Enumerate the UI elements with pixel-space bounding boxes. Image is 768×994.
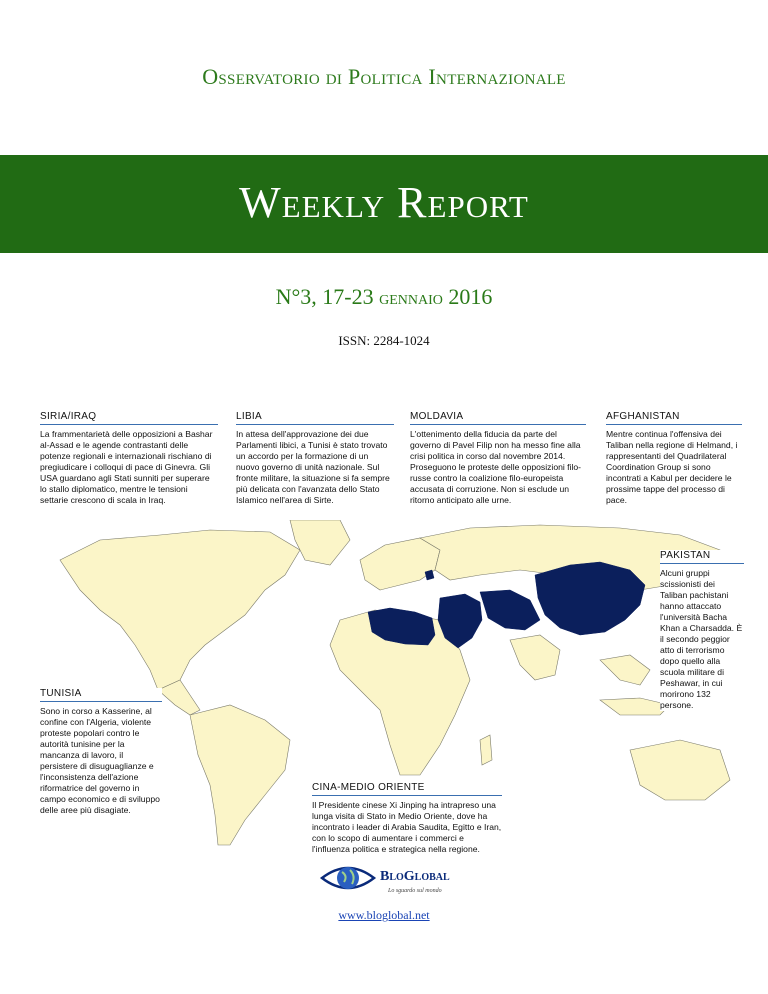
box-cina-medio-oriente-text: Il Presidente cinese Xi Jinping ha intrapreso una lunga visita di Stato in Medio Oriente, dove ha incontrato i leader di Arabia Saudita, Egitto e Iran, con lo scopo di aumentare i commerci e l'influenza politica e strategica nella regione. xyxy=(312,800,502,854)
svg-text:BloGlobal: BloGlobal xyxy=(380,869,450,884)
box-tunisia-text: Sono in corso a Kasserine, al confine con l'Algeria, violente proteste popolari contro le autorità tunisine per la mancanza di lavoro, il persistere di disuguaglianze e l'inconsistenza dell'azione riformatrice del governo in campo economico e di sviluppo delle aree più disagiate. xyxy=(40,706,160,815)
bloglobal-logo xyxy=(318,858,458,902)
box-moldavia-text: L'ottenimento della fiducia da parte del governo di Pavel Filip non ha messo fine alla crisi politica in corso dal novembre 2014. Proseguono le proteste delle opposizioni filo-russe contro la coalizione filo-europeista accusata di corruzione. Non si esclude un ritorno anticipato alle urne. xyxy=(410,429,582,505)
issue-year: 2016 xyxy=(442,284,493,309)
issn: ISSN: 2284-1024 xyxy=(338,333,430,348)
issue-line xyxy=(0,284,768,310)
box-libia-title: LIBIA xyxy=(236,411,394,425)
eye-globe-icon xyxy=(318,858,458,902)
box-moldavia xyxy=(410,411,586,506)
observatory-title: Osservatorio di Politica Internazionale xyxy=(202,64,566,89)
box-tunisia-title: TUNISIA xyxy=(40,688,162,702)
box-pakistan xyxy=(660,550,744,711)
report-title: Weekly Report xyxy=(239,178,529,227)
box-siria-iraq xyxy=(40,411,218,506)
issue-month: gennaio xyxy=(379,287,443,309)
box-cina-medio-oriente-title: CINA-MEDIO ORIENTE xyxy=(312,782,502,796)
svg-text:Lo sguardo sul mondo: Lo sguardo sul mondo xyxy=(388,888,442,894)
box-libia-text: In attesa dell'approvazione dei due Parlamenti libici, a Tunisi è stato trovato un accordo per la formazione di un nuovo governo di unità nazionale. Sul fronte militare, la situazione si fa sempre più delicata con l'avanzata dello Stato Islamico nell'area di Sirte. xyxy=(236,429,390,505)
box-tunisia xyxy=(40,688,162,816)
box-afghanistan xyxy=(606,411,742,506)
box-pakistan-title: PAKISTAN xyxy=(660,550,744,564)
box-afghanistan-title: AFGHANISTAN xyxy=(606,411,742,425)
box-afghanistan-text: Mentre continua l'offensiva dei Taliban nella regione di Helmand, i rappresentanti del Quadrilateral Coordination Group si sono incontrati a Kabul per decidere le prossime tappe del processo di pace. xyxy=(606,429,738,505)
box-siria-iraq-text: La frammentarietà delle opposizioni a Bashar al-Assad e le agende contrastanti delle potenze regionali e internazionali rischiano di pregiudicare i colloqui di pace di Ginevra. Gli USA guardano agli Stati sunniti per superare lo stallo diplomatico, mentre le tensioni settarie crescono di scala in Iraq. xyxy=(40,429,213,505)
box-moldavia-title: MOLDAVIA xyxy=(410,411,586,425)
box-siria-iraq-title: SIRIA/IRAQ xyxy=(40,411,218,425)
report-banner xyxy=(0,155,768,253)
website-link[interactable]: www.bloglobal.net xyxy=(338,908,430,922)
box-pakistan-text: Alcuni gruppi scissionisti dei Taliban pachistani hanno attaccato l'università Bacha Khan a Charsadda. È il secondo peggior atto di terrorismo dopo quello alla scuola militare di Peshawar, in cui morirono 132 persone. xyxy=(660,568,743,710)
box-cina-medio-oriente xyxy=(312,782,502,855)
box-libia xyxy=(236,411,394,506)
issue-number: N°3, 17-23 xyxy=(275,284,380,309)
